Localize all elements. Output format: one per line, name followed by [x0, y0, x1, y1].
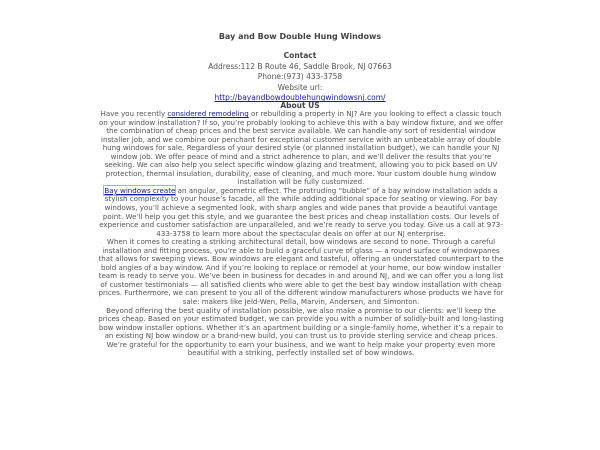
contact-heading: Contact: [283, 51, 317, 60]
website-link[interactable]: http://bayandbowdoublehungwindowsnj.com/: [214, 93, 386, 103]
paragraph-1-intro: Have you recently: [100, 109, 168, 118]
paragraph-1: [98, 110, 504, 187]
considered-remodeling-link[interactable]: considered remodeling: [167, 109, 249, 118]
about-body: [98, 110, 504, 358]
page-title: Bay and Bow Double Hung Windows: [218, 32, 382, 41]
phone-text: Phone:(973) 433-3758: [257, 72, 343, 82]
contact-section: [0, 51, 600, 104]
bay-windows-create-link[interactable]: Bay windows create: [104, 185, 176, 195]
paragraph-3: When it comes to creating a striking architectural detail, bow windows are second to none. Through a careful installation and fitting process, you’re able to build a graceful curve of glass — a round surface of windowpanes that allows for sweeping views. Bow windows are elegant and tasteful, offering an understated counterpart to the bold angles of a bay window. And if you’re looking to replace or remodel at your home, our bow window installer team is ready to serve you. We’ve been in business for decades in and around NJ, and we can offer you a long list of customer testimonials — all satisfied clients who were able to get the best bay window installation with cheap prices. Furthermore, we can present to you all of the different window manufacturers whose products we have for sale: makers like Jeld-Wen, Pella, Marvin, Andersen, and Simonton.: [98, 237, 504, 307]
address-text: Address:112 B Route 46, Saddle Brook, NJ 07663: [208, 61, 392, 71]
paragraph-1-text: or rebuilding a property in NJ? Are you looking to effect a classic touch on your window installation? If so, you’re probably looking to achieve this with a bay window fixture, and we offer the combination of cheap prices and the best service available. We can handle any sort of residential window installer job, and we combine our penchant for exceptional customer service with an unbeatable array of double hung windows for sale. Regardless of your desired style (or planned installation budget), we can handle your NJ window job. We offer peace of mind and a strict adherence to plan, and we’ll deliver the results that you’re seeking. We can also help you select specific window glazing and treatment, allowing you to pick based on UV protection, thermal insulation, durability, ease of cleaning, and much more. Your custom double hung window installation will be fully customized.: [98, 109, 504, 187]
paragraph-2-text: an angular, geometric effect. The protruding “bubble” of a bay window installation adds a stylish complexity to your house’s facade, all the while adding additional space for seating or viewing. For bay windows, you’ll achieve a segmented look, with sharp angles and wide panes that provide a beautiful vantage point. We’ll help you get this style, and we guarantee the best prices and cheap installation costs. Our levels of experience and customer satisfaction are unparalleled, and we’re ready to serve you today. Give us a call at 973-433-3758 to learn more about the spectacular deals on offer at our NJ enterprise.: [99, 185, 503, 238]
website-label: Website url:: [277, 82, 323, 92]
about-heading: About US: [280, 101, 320, 110]
paragraph-4: Beyond offering the best quality of installation possible, we also make a promise to our clients: we’ll keep the prices cheap. Based on your estimated budget, we can provide you with a number of solidly-built and long-lasting bow window installer options. Whether it’s an apartment building or a single-family home, whether it’s a repair to an existing NJ bow window or a brand-new build, you can trust us to provide sterling service and cheap prices. We’re grateful for the opportunity to earn your business, and we want to help make your property even more beautiful with a striking, perfectly installed set of bow windows.: [98, 305, 504, 358]
paragraph-2: [98, 187, 504, 238]
